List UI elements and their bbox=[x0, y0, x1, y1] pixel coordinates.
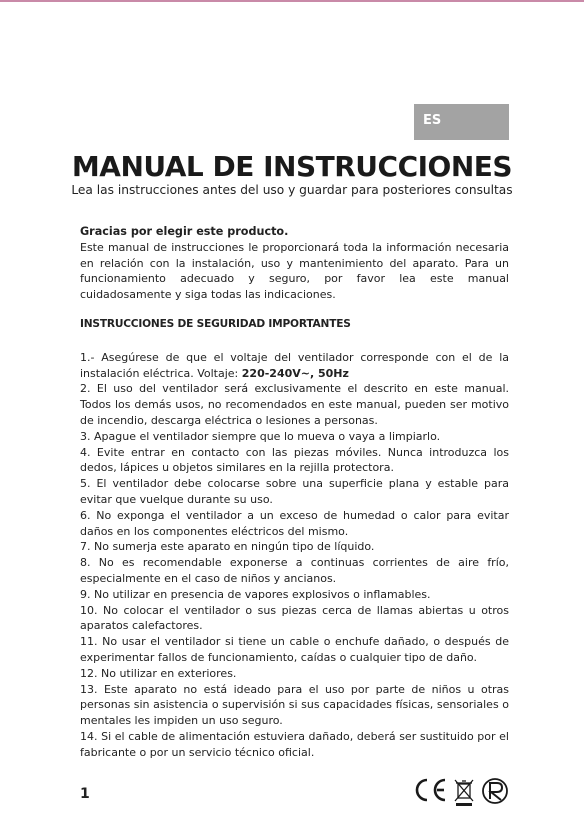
language-tab bbox=[414, 104, 509, 140]
safety-item-1-text: 1.- Asegúrese de que el voltaje del ventilador corresponde con el de la instalación eléctrica. Voltaje: bbox=[80, 350, 509, 380]
weee-bin-icon bbox=[455, 780, 473, 806]
recycling-r-icon bbox=[483, 779, 507, 803]
page-title: MANUAL DE INSTRUCCIONES bbox=[71, 150, 513, 183]
ce-mark-icon bbox=[417, 780, 445, 800]
safety-heading: INSTRUCCIONES DE SEGURIDAD IMPORTANTES bbox=[80, 317, 351, 330]
top-rule bbox=[0, 0, 584, 2]
safety-item-6: 6. No exponga el ventilador a un exceso de humedad o calor para evitar daños en los componentes eléctricos del mismo. bbox=[80, 508, 509, 538]
safety-item-12: 12. No utilizar en exteriores. bbox=[80, 666, 237, 680]
page-subtitle: Lea las instrucciones antes del uso y guardar para posteriores consultas bbox=[71, 183, 513, 197]
safety-item-4: 4. Evite entrar en contacto con las piezas móviles. Nunca introduzca los dedos, lápices u objetos similares en la rejilla protectora. bbox=[80, 445, 509, 475]
safety-item-7: 7. No sumerja este aparato en ningún tipo de líquido. bbox=[80, 540, 375, 554]
intro-text: Este manual de instrucciones le proporcionará toda la información necesaria en relación con la instalación, uso y mantenimiento del aparato. Para un funcionamiento adecuado y seguro, por favor lea este manual cuidadosamente y siga todas las indicaciones. bbox=[80, 240, 509, 302]
safety-item-14: 14. Si el cable de alimentación estuviera dañado, deberá ser sustituido por el fabricante o por un servicio técnico oficial. bbox=[80, 729, 509, 759]
safety-item-5: 5. El ventilador debe colocarse sobre una superficie plana y estable para evitar que vuelque durante su uso. bbox=[80, 477, 509, 506]
safety-item-9: 9. No utilizar en presencia de vapores explosivos o inflamables. bbox=[80, 587, 431, 601]
safety-item-2: 2. El uso del ventilador será exclusivamente el descrito en este manual. Todos los demás usos, no recomendados en este manual, pueden ser motivo de incendio, descarga eléctrica o lesiones a personas. bbox=[80, 382, 509, 427]
certification-marks bbox=[413, 774, 513, 808]
safety-item-10: 10. No colocar el ventilador o sus piezas cerca de llamas abiertas u otros aparatos calefactores. bbox=[80, 603, 509, 633]
safety-list bbox=[80, 350, 509, 761]
voltage-value: 220-240V~, 50Hz bbox=[241, 366, 349, 380]
safety-item-1 bbox=[80, 350, 509, 382]
page-number: 1 bbox=[80, 786, 90, 802]
safety-item-8: 8. No es recomendable exponerse a continuas corrientes de aire frío, especialmente en el caso de niños y ancianos. bbox=[80, 556, 509, 585]
safety-item-11: 11. No usar el ventilador si tiene un cable o enchufe dañado, o después de experimentar fallos de funcionamiento, caídas o cualquier tipo de daño. bbox=[80, 635, 509, 664]
safety-item-3: 3. Apague el ventilador siempre que lo mueva o vaya a limpiarlo. bbox=[80, 429, 441, 443]
document-body bbox=[80, 224, 509, 761]
language-tab-label: ES bbox=[423, 113, 442, 128]
intro-heading: Gracias por elegir este producto. bbox=[80, 225, 289, 238]
safety-item-13: 13. Este aparato no está ideado para el uso por parte de niños u otras personas sin asistencia o supervisión si sus capacidades físicas, sensoriales o mentales les impiden un uso seguro. bbox=[80, 682, 509, 728]
